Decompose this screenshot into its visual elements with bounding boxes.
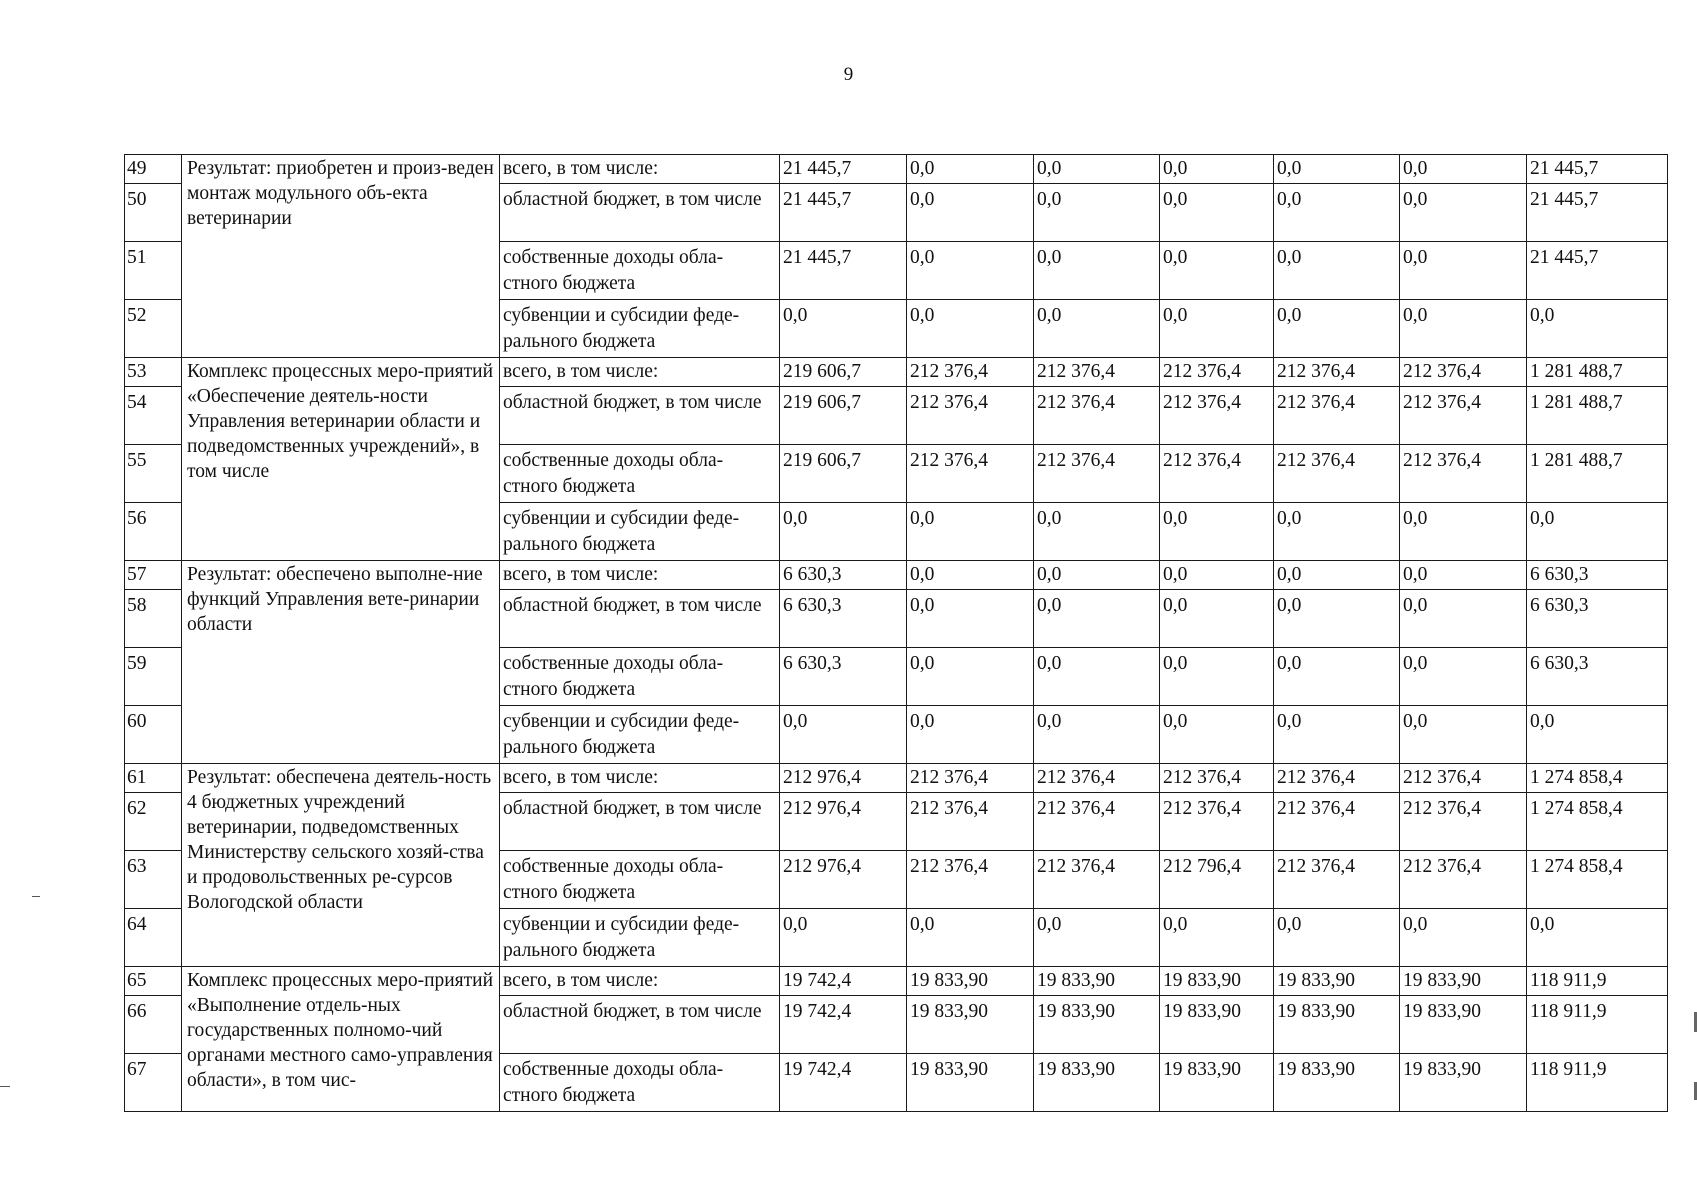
total-value-cell: 0,0: [1527, 300, 1668, 358]
funding-source: субвенции и субсидии феде-рального бюджета: [500, 706, 780, 764]
row-number: 52: [125, 300, 182, 358]
value-cell: 21 445,7: [780, 155, 907, 184]
funding-source: субвенции и субсидии феде-рального бюджета: [500, 300, 780, 358]
value-cell: 212 376,4: [1274, 358, 1400, 387]
value-cell: 212 376,4: [907, 851, 1034, 909]
value-cell: 19 833,90: [1400, 1054, 1527, 1112]
value-cell: 212 376,4: [1034, 445, 1160, 503]
value-cell: 19 833,90: [1274, 1054, 1400, 1112]
funding-source: всего, в том числе:: [500, 764, 780, 793]
value-cell: 212 376,4: [1160, 764, 1274, 793]
total-value-cell: 21 445,7: [1527, 155, 1668, 184]
value-cell: 212 976,4: [780, 851, 907, 909]
value-cell: 0,0: [1034, 155, 1160, 184]
value-cell: 21 445,7: [780, 184, 907, 242]
value-cell: 212 376,4: [1400, 445, 1527, 503]
value-cell: 0,0: [1274, 300, 1400, 358]
value-cell: 0,0: [1034, 648, 1160, 706]
total-value-cell: 1 281 488,7: [1527, 358, 1668, 387]
value-cell: 0,0: [1274, 503, 1400, 561]
value-cell: 19 742,4: [780, 967, 907, 996]
value-cell: 19 833,90: [907, 1054, 1034, 1112]
value-cell: 0,0: [780, 300, 907, 358]
funding-source: собственные доходы обла-стного бюджета: [500, 1054, 780, 1112]
row-number: 50: [125, 184, 182, 242]
value-cell: 19 833,90: [1160, 1054, 1274, 1112]
value-cell: 212 376,4: [1274, 851, 1400, 909]
funding-source: областной бюджет, в том числе: [500, 590, 780, 648]
value-cell: 19 833,90: [1160, 967, 1274, 996]
row-number: 65: [125, 967, 182, 996]
value-cell: 6 630,3: [780, 590, 907, 648]
row-group-description: Комплекс процессных меро-приятий «Обеспечение деятель-ности Управления ветеринарии области и подведомственных учреждений», в том числе: [182, 358, 500, 561]
value-cell: 0,0: [1034, 503, 1160, 561]
value-cell: 212 376,4: [1160, 358, 1274, 387]
value-cell: 212 376,4: [907, 793, 1034, 851]
value-cell: 0,0: [907, 909, 1034, 967]
value-cell: 212 376,4: [1274, 387, 1400, 445]
value-cell: 19 833,90: [1400, 996, 1527, 1054]
row-number: 51: [125, 242, 182, 300]
value-cell: 19 833,90: [1034, 996, 1160, 1054]
total-value-cell: 1 274 858,4: [1527, 793, 1668, 851]
row-number: 61: [125, 764, 182, 793]
total-value-cell: 1 281 488,7: [1527, 387, 1668, 445]
total-value-cell: 118 911,9: [1527, 1054, 1668, 1112]
funding-source: собственные доходы обла-стного бюджета: [500, 851, 780, 909]
value-cell: 19 833,90: [1400, 967, 1527, 996]
value-cell: 212 376,4: [1400, 793, 1527, 851]
value-cell: 0,0: [1274, 242, 1400, 300]
scan-mark: [0, 1086, 10, 1087]
value-cell: 212 376,4: [1274, 793, 1400, 851]
value-cell: 0,0: [907, 300, 1034, 358]
total-value-cell: 1 274 858,4: [1527, 851, 1668, 909]
funding-source: собственные доходы обла-стного бюджета: [500, 242, 780, 300]
value-cell: 0,0: [1400, 155, 1527, 184]
value-cell: 212 376,4: [1034, 793, 1160, 851]
total-value-cell: 0,0: [1527, 503, 1668, 561]
table-row: [125, 967, 1668, 996]
value-cell: 0,0: [1034, 561, 1160, 590]
value-cell: 0,0: [1274, 648, 1400, 706]
value-cell: 0,0: [1274, 590, 1400, 648]
value-cell: 212 376,4: [1034, 387, 1160, 445]
funding-source: собственные доходы обла-стного бюджета: [500, 648, 780, 706]
page-number: 9: [843, 64, 854, 85]
row-number: 63: [125, 851, 182, 909]
value-cell: 0,0: [1400, 503, 1527, 561]
value-cell: 212 376,4: [1034, 851, 1160, 909]
row-number: 59: [125, 648, 182, 706]
table-row: [125, 764, 1668, 793]
value-cell: 0,0: [907, 155, 1034, 184]
value-cell: 0,0: [1400, 706, 1527, 764]
row-number: 67: [125, 1054, 182, 1112]
funding-source: областной бюджет, в том числе: [500, 184, 780, 242]
value-cell: 0,0: [1400, 590, 1527, 648]
value-cell: 0,0: [1274, 155, 1400, 184]
funding-source: всего, в том числе:: [500, 967, 780, 996]
value-cell: 0,0: [1400, 300, 1527, 358]
value-cell: 212 376,4: [1274, 764, 1400, 793]
value-cell: 19 833,90: [1034, 967, 1160, 996]
row-number: 58: [125, 590, 182, 648]
value-cell: 212 376,4: [1400, 764, 1527, 793]
total-value-cell: 1 281 488,7: [1527, 445, 1668, 503]
value-cell: 212 376,4: [1034, 764, 1160, 793]
value-cell: 19 833,90: [1160, 996, 1274, 1054]
row-number: 54: [125, 387, 182, 445]
value-cell: 0,0: [907, 242, 1034, 300]
row-number: 56: [125, 503, 182, 561]
funding-source: субвенции и субсидии феде-рального бюджета: [500, 503, 780, 561]
value-cell: 212 376,4: [1160, 445, 1274, 503]
table-row: [125, 358, 1668, 387]
value-cell: 0,0: [907, 561, 1034, 590]
value-cell: 0,0: [907, 590, 1034, 648]
table-body: [125, 155, 1668, 1112]
value-cell: 0,0: [1160, 590, 1274, 648]
value-cell: 0,0: [1160, 503, 1274, 561]
value-cell: 0,0: [1274, 909, 1400, 967]
row-group-description: Результат: обеспечено выполне-ние функций Управления вете-ринарии области: [182, 561, 500, 764]
row-number: 66: [125, 996, 182, 1054]
value-cell: 6 630,3: [780, 561, 907, 590]
value-cell: 0,0: [1160, 561, 1274, 590]
funding-source: всего, в том числе:: [500, 155, 780, 184]
funding-source: областной бюджет, в том числе: [500, 387, 780, 445]
budget-table: [124, 154, 1668, 1112]
row-number: 55: [125, 445, 182, 503]
value-cell: 212 376,4: [1400, 358, 1527, 387]
value-cell: 0,0: [1034, 706, 1160, 764]
value-cell: 0,0: [1034, 909, 1160, 967]
value-cell: 212 376,4: [1400, 851, 1527, 909]
value-cell: 212 976,4: [780, 793, 907, 851]
total-value-cell: 21 445,7: [1527, 184, 1668, 242]
value-cell: 219 606,7: [780, 445, 907, 503]
value-cell: 19 833,90: [907, 967, 1034, 996]
value-cell: 6 630,3: [780, 648, 907, 706]
value-cell: 0,0: [1160, 648, 1274, 706]
funding-source: областной бюджет, в том числе: [500, 793, 780, 851]
value-cell: 0,0: [1400, 561, 1527, 590]
table-row: [125, 155, 1668, 184]
value-cell: 0,0: [1034, 184, 1160, 242]
value-cell: 19 742,4: [780, 996, 907, 1054]
funding-source: собственные доходы обла-стного бюджета: [500, 445, 780, 503]
value-cell: 212 376,4: [907, 387, 1034, 445]
total-value-cell: 6 630,3: [1527, 648, 1668, 706]
scan-mark: [32, 896, 40, 897]
total-value-cell: 0,0: [1527, 706, 1668, 764]
value-cell: 212 376,4: [1400, 387, 1527, 445]
value-cell: 19 742,4: [780, 1054, 907, 1112]
value-cell: 19 833,90: [1274, 967, 1400, 996]
value-cell: 0,0: [1274, 561, 1400, 590]
row-number: 62: [125, 793, 182, 851]
value-cell: 0,0: [1160, 706, 1274, 764]
row-group-description: Результат: обеспечена деятель-ность 4 бюджетных учреждений ветеринарии, подведомственных Министерству сельского хозяй-ства и продовольственных ре-сурсов Вологодской области: [182, 764, 500, 967]
value-cell: 0,0: [907, 184, 1034, 242]
value-cell: 219 606,7: [780, 387, 907, 445]
value-cell: 19 833,90: [907, 996, 1034, 1054]
value-cell: 21 445,7: [780, 242, 907, 300]
value-cell: 0,0: [1274, 184, 1400, 242]
funding-source: областной бюджет, в том числе: [500, 996, 780, 1054]
value-cell: 212 376,4: [907, 445, 1034, 503]
total-value-cell: 118 911,9: [1527, 996, 1668, 1054]
funding-source: всего, в том числе:: [500, 561, 780, 590]
row-number: 60: [125, 706, 182, 764]
value-cell: 0,0: [1160, 300, 1274, 358]
row-number: 57: [125, 561, 182, 590]
table-row: [125, 561, 1668, 590]
total-value-cell: 118 911,9: [1527, 967, 1668, 996]
total-value-cell: 1 274 858,4: [1527, 764, 1668, 793]
value-cell: 0,0: [907, 503, 1034, 561]
value-cell: 212 376,4: [1160, 793, 1274, 851]
value-cell: 0,0: [1034, 590, 1160, 648]
value-cell: 0,0: [1160, 155, 1274, 184]
funding-source: субвенции и субсидии феде-рального бюджета: [500, 909, 780, 967]
value-cell: 212 376,4: [1274, 445, 1400, 503]
value-cell: 0,0: [907, 706, 1034, 764]
value-cell: 19 833,90: [1274, 996, 1400, 1054]
value-cell: 212 376,4: [1160, 387, 1274, 445]
value-cell: 0,0: [780, 503, 907, 561]
value-cell: 0,0: [1160, 184, 1274, 242]
row-number: 53: [125, 358, 182, 387]
row-number: 49: [125, 155, 182, 184]
value-cell: 0,0: [1160, 909, 1274, 967]
total-value-cell: 21 445,7: [1527, 242, 1668, 300]
value-cell: 0,0: [780, 909, 907, 967]
value-cell: 212 376,4: [1034, 358, 1160, 387]
value-cell: 212 376,4: [907, 358, 1034, 387]
total-value-cell: 6 630,3: [1527, 590, 1668, 648]
value-cell: 0,0: [1400, 909, 1527, 967]
value-cell: 212 976,4: [780, 764, 907, 793]
value-cell: 0,0: [1274, 706, 1400, 764]
value-cell: 19 833,90: [1034, 1054, 1160, 1112]
row-number: 64: [125, 909, 182, 967]
value-cell: 0,0: [1400, 184, 1527, 242]
total-value-cell: 6 630,3: [1527, 561, 1668, 590]
value-cell: 0,0: [1400, 242, 1527, 300]
value-cell: 0,0: [907, 648, 1034, 706]
value-cell: 212 376,4: [907, 764, 1034, 793]
value-cell: 0,0: [1160, 242, 1274, 300]
value-cell: 0,0: [1034, 242, 1160, 300]
total-value-cell: 0,0: [1527, 909, 1668, 967]
funding-source: всего, в том числе:: [500, 358, 780, 387]
value-cell: 212 796,4: [1160, 851, 1274, 909]
value-cell: 0,0: [780, 706, 907, 764]
value-cell: 219 606,7: [780, 358, 907, 387]
row-group-description: Результат: приобретен и произ-веден монтаж модульного объ-екта ветеринарии: [182, 155, 500, 358]
value-cell: 0,0: [1400, 648, 1527, 706]
value-cell: 0,0: [1034, 300, 1160, 358]
row-group-description: Комплекс процессных меро-приятий «Выполнение отдель-ных государственных полномо-чий органами местного само-управления области», в том чис-: [182, 967, 500, 1112]
